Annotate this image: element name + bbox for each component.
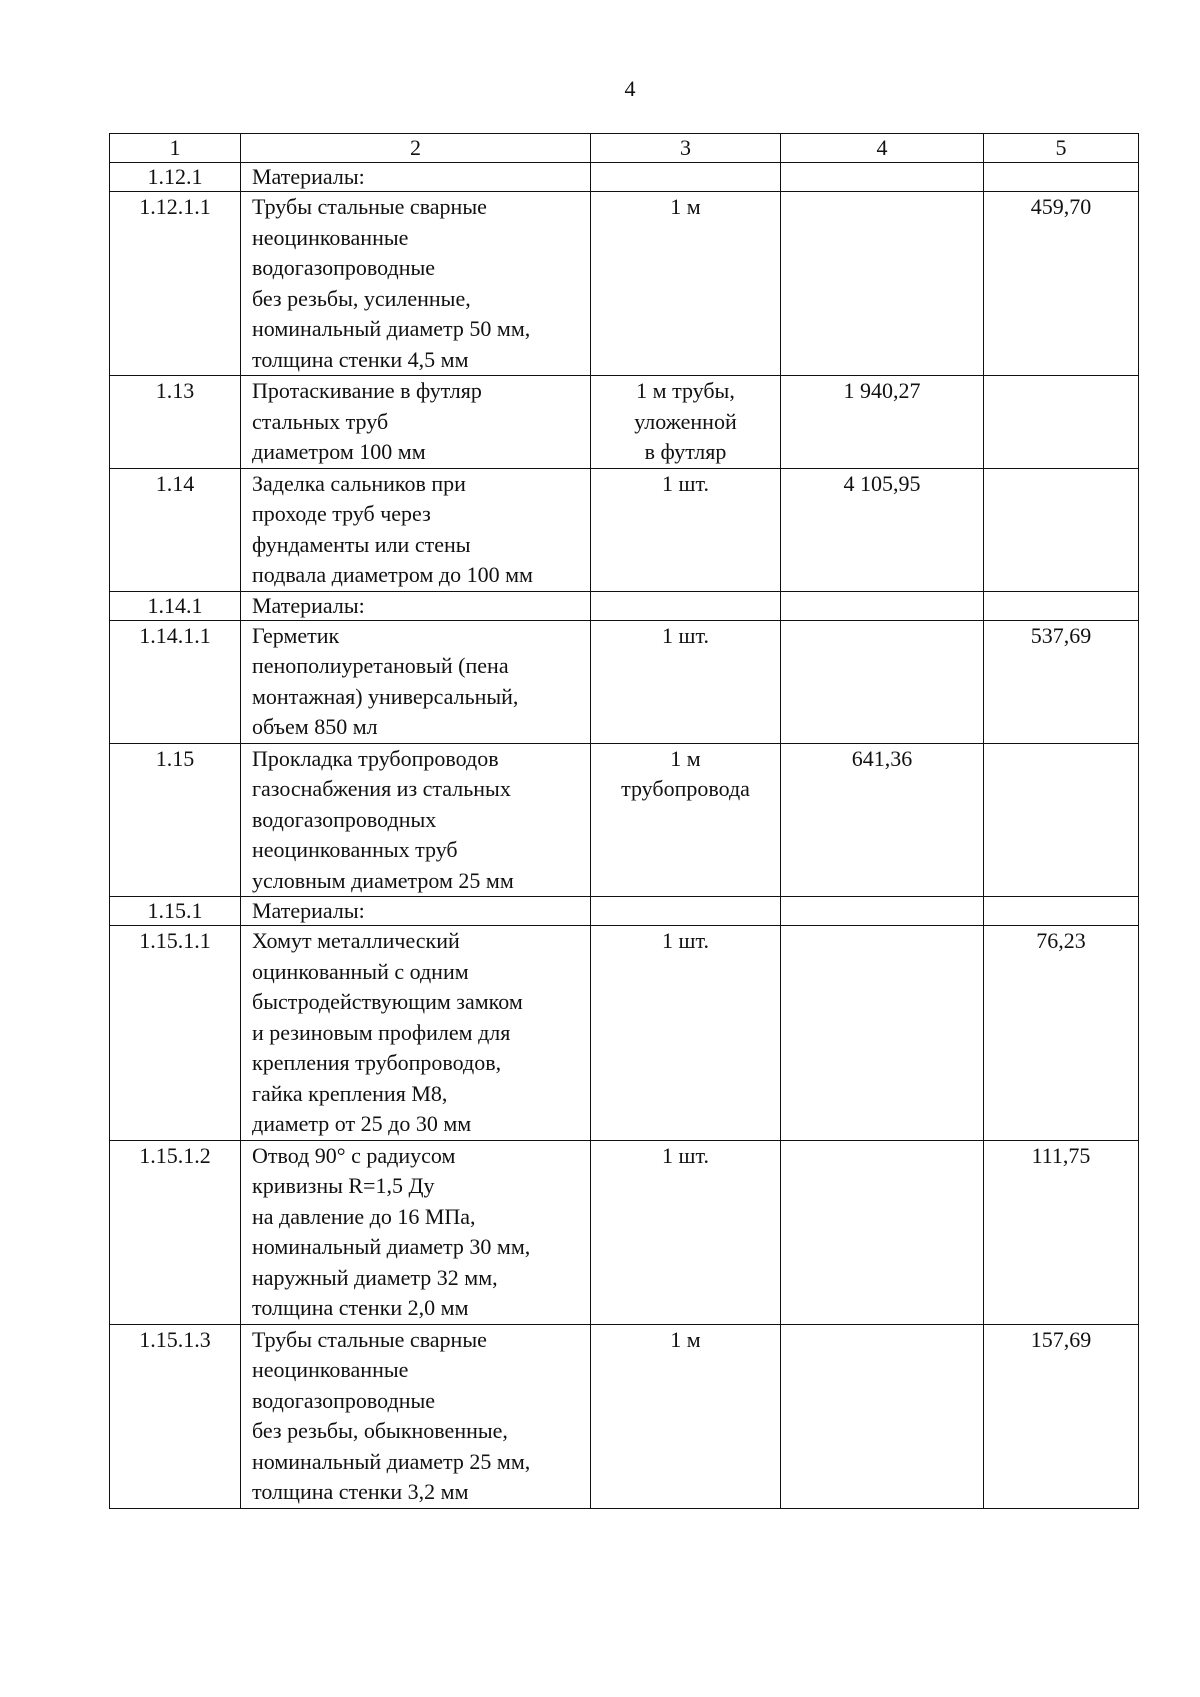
table-row [110, 468, 1139, 591]
item-material-price [984, 376, 1139, 469]
table-row [110, 1324, 1139, 1508]
item-name [241, 376, 591, 469]
item-code: 1.12.1 [110, 163, 241, 192]
table-row [110, 743, 1139, 897]
item-name [241, 926, 591, 1141]
item-price [781, 620, 984, 743]
item-name-line: Протаскивание в футляр [252, 378, 482, 403]
item-unit-line: 1 шт. [662, 470, 709, 496]
item-name-line: крепления трубопроводов, [252, 1050, 502, 1075]
item-name-line: водогазопроводных [252, 806, 437, 832]
table-subheader-row [110, 591, 1139, 620]
table-row [110, 620, 1139, 743]
item-code: 1.15 [110, 743, 241, 897]
item-name-line: номинальный диаметр 30 мм, [252, 1234, 531, 1259]
item-price: 641,36 [781, 743, 984, 897]
item-code: 1.15.1 [110, 897, 241, 926]
header-col-1: 1 [110, 134, 241, 163]
item-name-line: быстродействующим замком [252, 989, 523, 1014]
item-material-price: 157,69 [984, 1324, 1139, 1508]
item-code: 1.12.1.1 [110, 192, 241, 376]
item-price [781, 926, 984, 1141]
item-name-line: Материалы: [252, 592, 365, 618]
item-name-line: Отвод 90° с радиусом [252, 1142, 456, 1168]
item-price [781, 591, 984, 620]
item-name-line: пенополиуретановый (пена [252, 653, 509, 678]
table-row [110, 192, 1139, 376]
item-name-line: Заделка сальников при [252, 470, 466, 496]
item-code: 1.14.1 [110, 591, 241, 620]
item-name [241, 1324, 591, 1508]
page-number: 4 [624, 76, 636, 101]
item-name [241, 1140, 591, 1324]
item-unit-line: 1 м [670, 745, 701, 771]
header-col-2: 2 [241, 134, 591, 163]
item-unit-line: 1 шт. [662, 622, 709, 648]
item-name-line: фундаменты или стены [252, 531, 471, 557]
item-name-line: Трубы стальные сварные [252, 1326, 487, 1352]
item-name [241, 468, 591, 591]
item-name-line: оцинкованный с одним [252, 958, 469, 984]
item-price: 1 940,27 [781, 376, 984, 469]
item-name-line: без резьбы, усиленные, [252, 285, 471, 311]
item-name-line: неоцинкованные [252, 224, 409, 250]
item-unit-line: 1 м [670, 194, 701, 219]
item-unit [591, 1324, 781, 1508]
item-name-line: условным диаметром 25 мм [252, 867, 514, 893]
item-name [241, 591, 591, 620]
table-header-row [110, 134, 1139, 163]
item-name [241, 192, 591, 376]
item-name-line: неоцинкованные [252, 1357, 409, 1382]
item-unit-line: в футляр [644, 439, 727, 464]
header-col-3: 3 [591, 134, 781, 163]
item-name-line: диаметром 100 мм [252, 439, 426, 464]
item-name-line: толщина стенки 2,0 мм [252, 1295, 469, 1320]
item-name-line: Трубы стальные сварные [252, 194, 487, 219]
item-name [241, 897, 591, 926]
item-name-line: проходе труб через [252, 501, 431, 526]
item-name-line: стальных труб [252, 408, 389, 434]
table-row [110, 376, 1139, 469]
item-name-line: толщина стенки 3,2 мм [252, 1479, 469, 1504]
item-material-price: 537,69 [984, 620, 1139, 743]
item-name-line: наружный диаметр 32 мм, [252, 1264, 498, 1290]
item-name-line: подвала диаметром до 100 мм [252, 562, 533, 587]
item-name-line: толщина стенки 4,5 мм [252, 346, 469, 372]
item-code: 1.14 [110, 468, 241, 591]
item-price [781, 163, 984, 192]
item-unit [591, 897, 781, 926]
item-unit [591, 192, 781, 376]
item-unit [591, 468, 781, 591]
item-material-price: 111,75 [984, 1140, 1139, 1324]
item-unit [591, 743, 781, 897]
item-name-line: Хомут металлический [252, 928, 460, 953]
header-col-4: 4 [781, 134, 984, 163]
item-unit-line: трубопровода [621, 776, 750, 801]
item-name-line: Материалы: [252, 898, 365, 923]
item-material-price [984, 743, 1139, 897]
item-material-price: 459,70 [984, 192, 1139, 376]
item-name-line: монтажная) универсальный, [252, 683, 519, 709]
item-name-line: и резиновым профилем для [252, 1019, 511, 1045]
item-unit-line: 1 шт. [662, 928, 709, 953]
table-subheader-row [110, 897, 1139, 926]
item-code: 1.15.1.1 [110, 926, 241, 1141]
item-price [781, 897, 984, 926]
item-material-price: 76,23 [984, 926, 1139, 1141]
item-name-line: на давление до 16 МПа, [252, 1203, 476, 1229]
item-material-price [984, 163, 1139, 192]
item-unit [591, 163, 781, 192]
item-code: 1.15.1.3 [110, 1324, 241, 1508]
item-name-line: Материалы: [252, 164, 365, 189]
item-name-line: водогазопроводные [252, 1387, 436, 1413]
item-name-line: кривизны R=1,5 Ду [252, 1173, 435, 1198]
table-body [110, 134, 1139, 1509]
item-name [241, 743, 591, 897]
item-price [781, 1140, 984, 1324]
item-name-line: номинальный диаметр 25 мм, [252, 1448, 531, 1474]
item-name-line: диаметр от 25 до 30 мм [252, 1111, 472, 1136]
item-code: 1.15.1.2 [110, 1140, 241, 1324]
item-material-price [984, 897, 1139, 926]
table-row [110, 1140, 1139, 1324]
item-unit-line: 1 м трубы, [636, 378, 735, 403]
item-code: 1.14.1.1 [110, 620, 241, 743]
item-unit-line: 1 м [670, 1326, 701, 1352]
item-unit [591, 591, 781, 620]
item-name-line: без резьбы, обыкновенные, [252, 1418, 508, 1443]
item-unit-line: уложенной [634, 408, 737, 434]
item-name-line: номинальный диаметр 50 мм, [252, 316, 531, 341]
price-table [109, 133, 1139, 1509]
item-unit [591, 376, 781, 469]
item-name-line: гайка крепления М8, [252, 1080, 448, 1106]
item-name [241, 163, 591, 192]
item-price: 4 105,95 [781, 468, 984, 591]
item-unit [591, 926, 781, 1141]
item-name-line: Герметик [252, 622, 340, 648]
item-name-line: газоснабжения из стальных [252, 776, 511, 801]
item-material-price [984, 468, 1139, 591]
item-name-line: неоцинкованных труб [252, 837, 458, 862]
item-name [241, 620, 591, 743]
item-name-line: Прокладка трубопроводов [252, 745, 499, 771]
item-unit [591, 1140, 781, 1324]
table-subheader-row [110, 163, 1139, 192]
item-code: 1.13 [110, 376, 241, 469]
table-row [110, 926, 1139, 1141]
item-unit-line: 1 шт. [662, 1142, 709, 1168]
item-price [781, 1324, 984, 1508]
item-unit [591, 620, 781, 743]
item-name-line: объем 850 мл [252, 714, 378, 739]
header-col-5: 5 [984, 134, 1139, 163]
item-material-price [984, 591, 1139, 620]
item-name-line: водогазопроводные [252, 255, 436, 280]
item-price [781, 192, 984, 376]
